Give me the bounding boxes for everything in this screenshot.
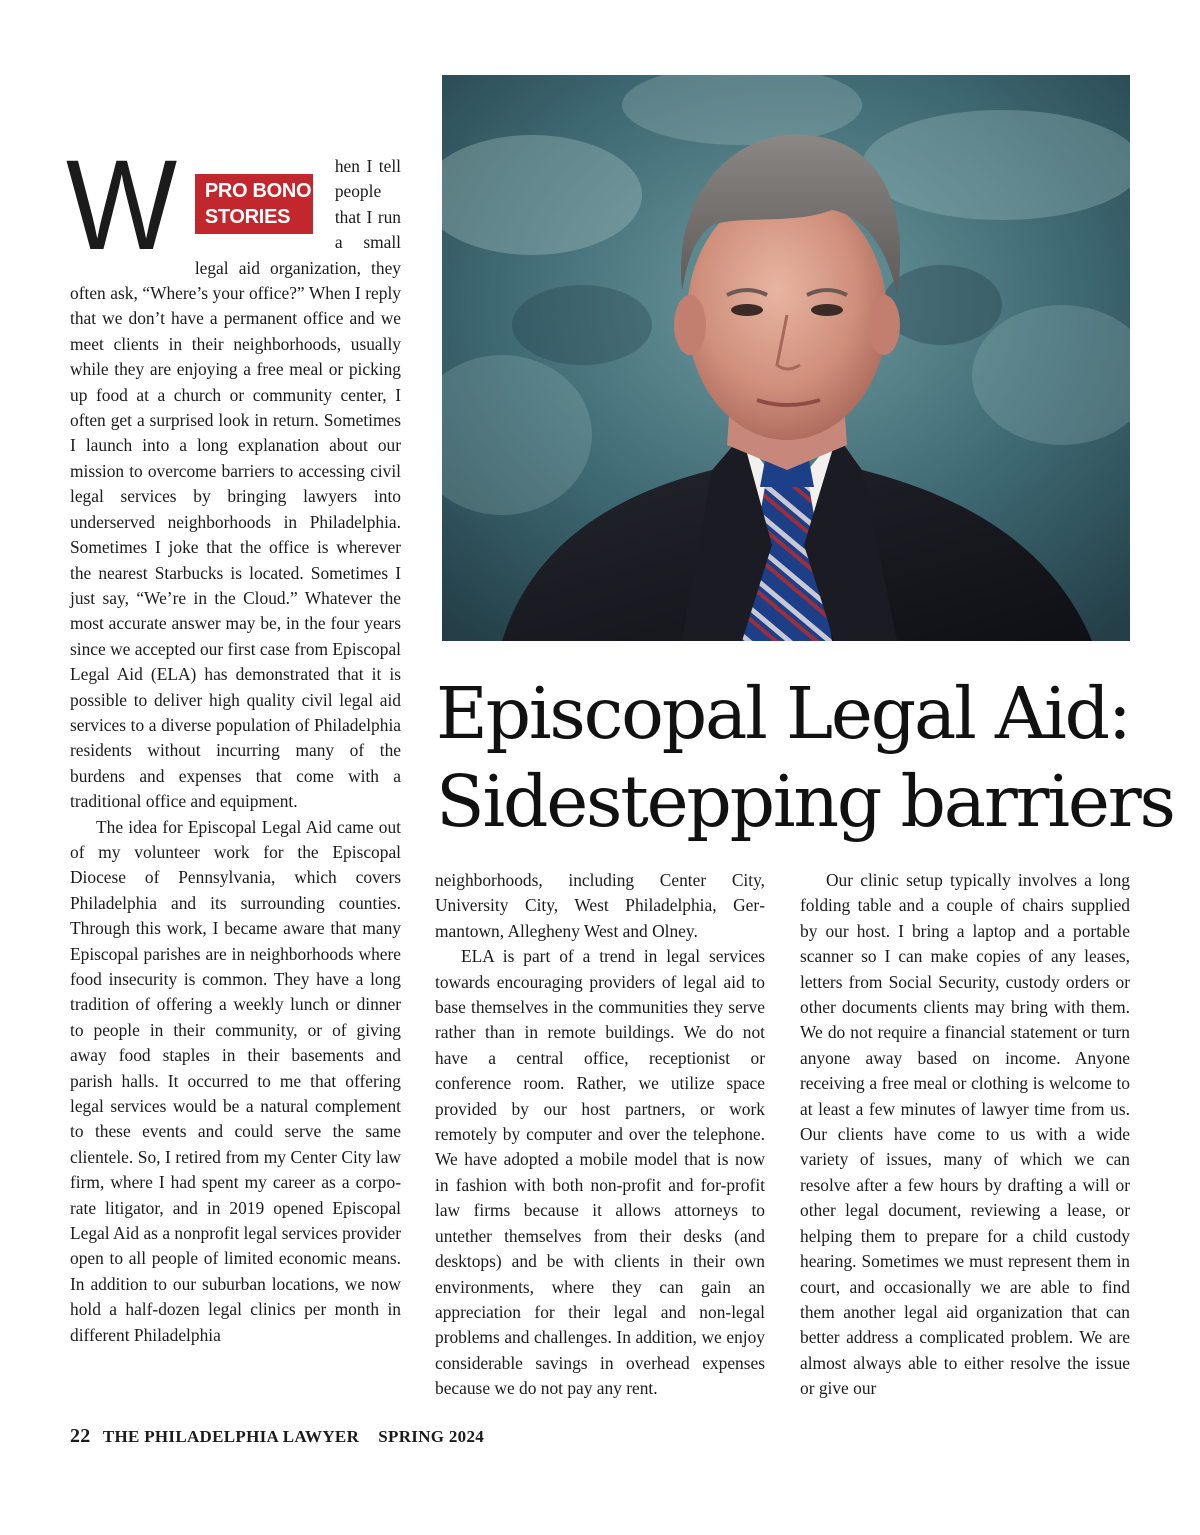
paragraph-4: Our clinic setup typically involves a long folding table and a couple of chairs supplied by our host. I bring a laptop and a portable scanner so I can make copies of any leases, letters from Social Security, custody orders or other documents clients may bring with them. We do not require a financial statement or turn anyone away based on income. Anyone receiving a free meal or clothing is welcome to at least a few minutes of lawyer time from us. Our clients have come to us with a wide variety of issues, many of which we can resolve after a few hours by drafting a will or other legal document, reviewing a lease, or helping them to prepare for a child custody hearing. Sometimes we must represent them in court, and occasionally we are able to find them another legal aid organization that can better address a complicated problem. We are almost always able to either resolve the issue or give our xyxy=(800,870,1130,1399)
paragraph-3: ELA is part of a trend in legal services towards encouraging providers of legal aid to base themselves in the communities they serve rather than in remote buildings. We do not have a central office, receptionist or conference room. Rather, we utilize space provided by our host partners, or work remotely by computer and over the telephone. We have adopted a mobile model that is now in fashion with both non-profit and for-profit law firms because it allows attorneys to untether themselves from their desks (and desktops) and be with clients in their own environments, where they can gain an appreciation for their legal and non-legal problems and challenges. In addition, we enjoy considerable savings in overhead expenses because we do not pay any rent. xyxy=(435,946,765,1399)
paragraph-2-continued: neighborhoods, including Center City, University City, West Philadelphia, Germantown, Allegheny West and Olney. xyxy=(435,870,765,941)
author-portrait-photo xyxy=(442,75,1130,641)
badge-line-2: STORIES xyxy=(204,206,291,228)
paragraph-1: hen I tell people that I run a small legal aid organization, they often ask, “Where’s your office?” When I reply that we don’t have a permanent office and we meet clients in their neighborhoods, usually while they are enjoying a free meal or picking up food at a church or community center, I often get a surprised look in return. Sometimes I launch into a long explanation about our mission to overcome barriers to accessing civil legal services by bringing lawyers into underserved neighborhoods in Philadelphia. Sometimes I joke that the office is wherever the nearest Starbucks is located. Sometimes I just say, “We’re in the Cloud.” Whatever the most accurate answer may be, in the four years since we accepted our first case from Episcopal Legal Aid (ELA) has demonstrated that it is possible to deliver high quality civil legal aid services to a diverse population of Philadelphia residents without incurring many of the burdens and expenses that come with a traditional office and equipment. xyxy=(70,156,401,812)
page-footer xyxy=(70,1425,484,1448)
article-column-left xyxy=(66,134,401,1348)
publication-name: THE PHILADELPHIA LAWYER xyxy=(102,1427,360,1446)
badge-line-1: PRO BONO xyxy=(204,180,312,202)
issue-date: SPRING 2024 xyxy=(378,1427,485,1446)
drop-cap: W xyxy=(66,134,176,277)
headline-line-2: Sidestepping barriers xyxy=(436,760,1174,843)
article-headline xyxy=(436,670,1174,846)
headline-line-1: Episcopal Legal Aid: xyxy=(436,672,1130,755)
paragraph-2: The idea for Episcopal Legal Aid came out of my volunteer work for the Episcopal Diocese of Pennsylvania, which covers Philadelphia and its surrounding counties. Through this work, I became aware that many Episcopal parishes are in neighborhoods where food insecurity is common. They have a long tradition of offering a weekly lunch or dinner to people in their community, or of giving away food staples in their basements and parish halls. It occurred to me that offering legal services would be a natural complement to these events and could serve the same clientele. So, I retired from my Center City law firm, where I had spent my career as a corporate litigator, and in 2019 opened Episcopal Legal Aid as a nonprofit legal services provider open to all people of limited economic means. In addition to our suburban locations, we now hold a half-dozen legal clinics per month in different Philadelphia xyxy=(70,816,401,1345)
article-column-right xyxy=(800,868,1130,1402)
badge-wrapper xyxy=(195,168,313,240)
portrait-illustration xyxy=(442,75,1130,641)
page-number: 22 xyxy=(70,1425,91,1447)
pro-bono-stories-badge xyxy=(195,174,313,234)
article-column-middle xyxy=(435,868,765,1402)
